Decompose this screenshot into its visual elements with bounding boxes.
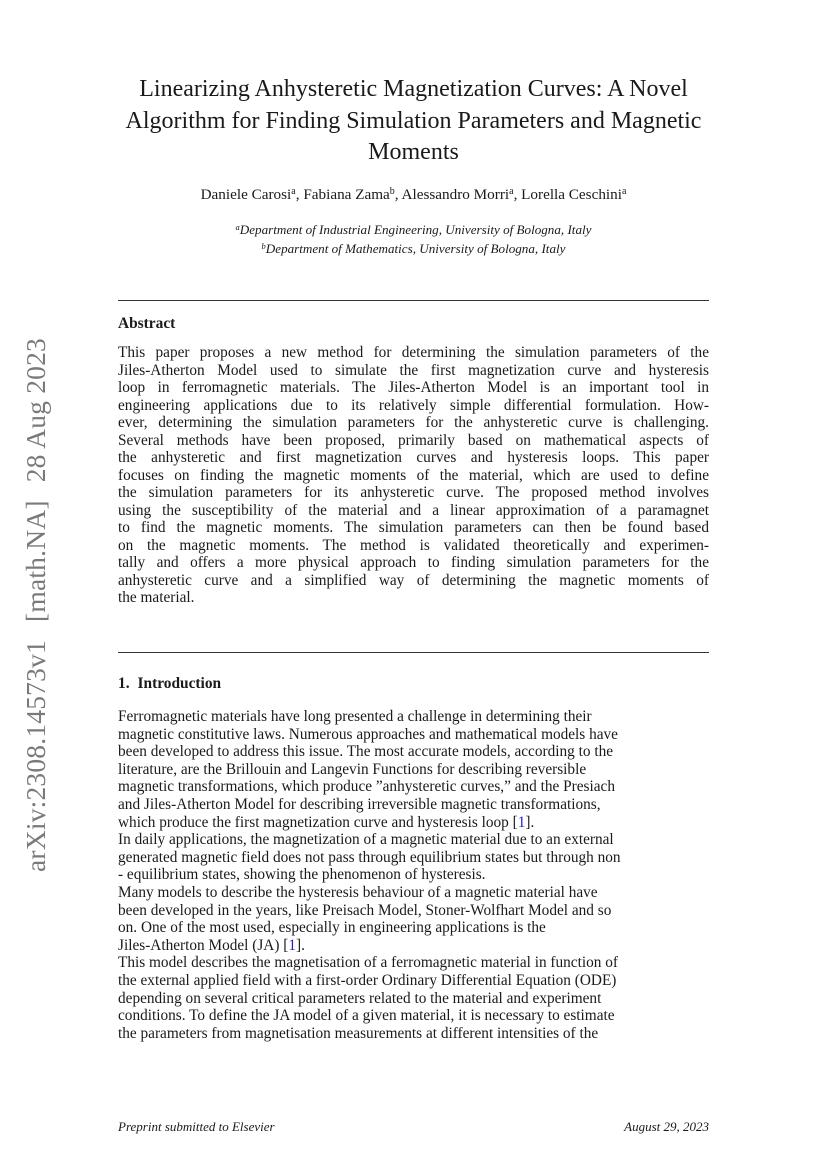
- introduction-body: [118, 708, 718, 1042]
- title-line: Algorithm for Finding Simulation Parameters and Magnetic: [125, 107, 702, 134]
- author-affiliation-mark: a: [509, 186, 514, 197]
- intro-line: been developed to address this issue. The most accurate models, according to the: [118, 743, 614, 761]
- intro-line: [118, 814, 718, 832]
- abstract-line: the simulation parameters for its anhysteretic curve. The proposed method involves: [118, 484, 709, 501]
- author-name: Alessandro Morri: [401, 186, 510, 203]
- intro-line-tail: ].: [525, 813, 535, 831]
- affiliation: [118, 238, 709, 257]
- intro-line: been developed in the years, like Preisach Model, Stoner-Wolfhart Model and so: [118, 901, 612, 919]
- author-affiliation-mark: b: [389, 186, 395, 197]
- arxiv-date: 28 Aug 2023: [20, 338, 51, 483]
- abstract-line: anhysteretic curve and a simplified way of determining the magnetic moments of: [118, 571, 709, 589]
- abstract-line: on the magnetic moments. The method is validated theoretically and experimen-: [118, 536, 709, 554]
- arxiv-category: [math.NA]: [20, 500, 51, 623]
- author-list: Daniele Carosi$^a$, Fabiana Zama$^b$, Alessandro Morri$^a$, Lorella Ceschini$^a$: [200, 186, 627, 203]
- abstract-line: focuses on finding the magnetic moments of the material, which are used to define: [118, 466, 709, 484]
- arxiv-id[interactable]: arXiv:2308.14573v1: [20, 640, 51, 872]
- abstract-top-rule: [118, 300, 709, 301]
- intro-line-tail: ].: [296, 936, 305, 954]
- intro-line: In daily applications, the magnetization of a magnetic material due to an external: [118, 831, 614, 849]
- citation-link[interactable]: 1: [288, 936, 297, 954]
- section-heading: [118, 675, 221, 693]
- abstract-line: This paper proposes a new method for determining the simulation parameters of the: [118, 344, 709, 361]
- intro-line: [118, 937, 718, 955]
- abstract-line: the anhysteretic and first magnetization curves and hysteresis loops. This paper: [118, 449, 709, 466]
- intro-line: - equilibrium states, showing the phenomenon of hysteresis.: [118, 866, 486, 884]
- intro-line: the parameters from magnetisation measurements at different intensities of the: [118, 1024, 599, 1042]
- author-affiliation-mark: a: [291, 186, 296, 197]
- affiliation-mark: b: [261, 241, 266, 251]
- abstract-line: loop in ferromagnetic materials. The Jiles-Atherton Model is an important tool in: [118, 379, 709, 396]
- footer-date: August 29, 2023: [624, 1119, 709, 1134]
- author-name: Fabiana Zama: [303, 186, 390, 203]
- abstract-line: Several methods have been proposed, primarily based on mathematical aspects of: [118, 431, 709, 449]
- affiliation-mark: a: [235, 222, 240, 232]
- intro-line: Many models to describe the hysteresis behaviour of a magnetic material have: [118, 883, 598, 901]
- abstract-body: [118, 344, 709, 607]
- intro-line: generated magnetic field does not pass through equilibrium states but through non: [118, 848, 621, 866]
- abstract-line: the material.: [118, 589, 195, 606]
- author-affiliation-mark: a: [621, 186, 627, 197]
- intro-line: Ferromagnetic materials have long presented a challenge in determining their: [118, 708, 592, 725]
- abstract-bottom-rule: [118, 652, 709, 653]
- arxiv-side-identifier: [20, 320, 52, 872]
- footer-preprint-note: Preprint submitted to Elsevier: [118, 1119, 275, 1134]
- intro-line: conditions. To define the JA model of a given material, it is necessary to estimate: [118, 1007, 615, 1025]
- intro-line: literature, are the Brillouin and Langevin Functions for describing reversible: [118, 760, 587, 778]
- intro-line: the external applied field with a first-order Ordinary Differential Equation (ODE): [118, 971, 617, 989]
- affiliations: [118, 219, 709, 257]
- affiliation: [118, 219, 709, 238]
- abstract-line: ever, determining the simulation parameters for the anhysteretic curve is challenging.: [118, 414, 709, 431]
- abstract-line: using the susceptibility of the material and a linear approximation of a paramagnet: [118, 501, 709, 519]
- author-name: Lorella Ceschini: [521, 186, 622, 203]
- intro-line: magnetic constitutive laws. Numerous approaches and mathematical models have: [118, 725, 618, 743]
- affiliation-text: Department of Mathematics, University of Bologna, Italy: [265, 241, 566, 256]
- affiliation-text: Department of Industrial Engineering, University of Bologna, Italy: [239, 222, 592, 237]
- abstract-line: to find the magnetic moments. The simulation parameters can then be found based: [118, 519, 709, 536]
- intro-line: and Jiles-Atherton Model for describing irreversible magnetic transformations,: [118, 795, 601, 813]
- title-line: Moments: [368, 139, 459, 165]
- intro-line-text: which produce the first magnetization curve and hysteresis loop [: [118, 813, 518, 831]
- abstract-line: tally and offers a more physical approach to finding simulation parameters for the: [118, 554, 709, 571]
- section-title: Introduction: [137, 675, 222, 692]
- abstract-line: Jiles-Atherton Model used to simulate the first magnetization curve and hysteresis: [118, 361, 709, 379]
- intro-line: This model describes the magnetisation of a ferromagnetic material in function of: [118, 954, 618, 972]
- citation-link[interactable]: 1: [517, 813, 526, 831]
- abstract-line: engineering applications due to its relatively simple differential formulation. How-: [118, 396, 709, 414]
- intro-line-text: Jiles-Atherton Model (JA) [: [118, 936, 289, 954]
- title-line: Linearizing Anhysteretic Magnetization Curves: A Novel: [139, 76, 688, 102]
- section-number: 1.: [118, 675, 130, 692]
- intro-line: depending on several critical parameters related to the material and experiment: [118, 989, 602, 1007]
- paper-title: [118, 74, 709, 169]
- author-name: Daniele Carosi: [200, 186, 292, 203]
- intro-line: magnetic transformations, which produce ”anhysteretic curves,” and the Presiach: [118, 778, 615, 796]
- intro-line: on. One of the most used, especially in engineering applications is the: [118, 919, 546, 937]
- abstract-heading: Abstract: [118, 315, 176, 332]
